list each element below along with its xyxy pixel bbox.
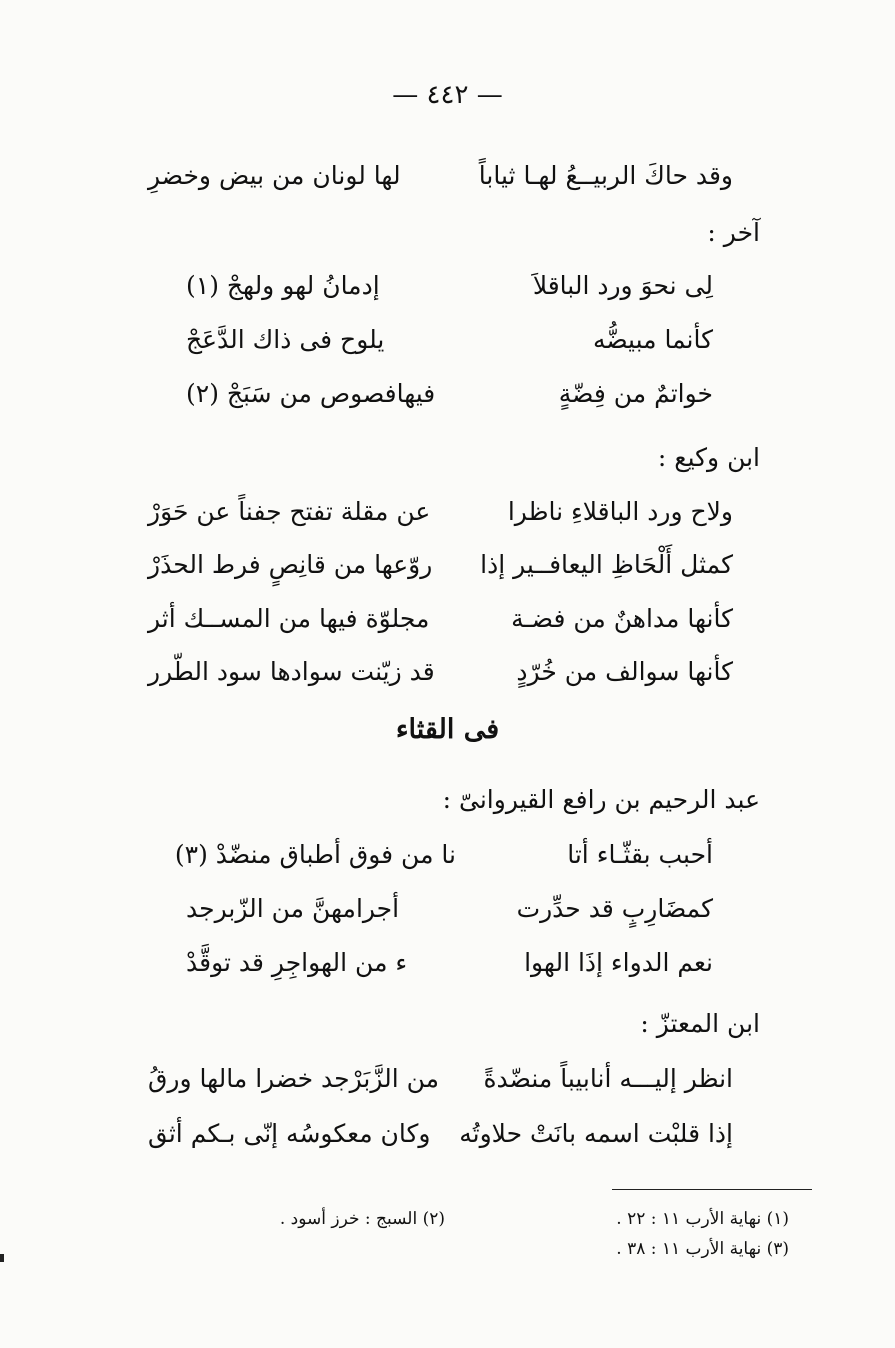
verse-first-hemistich: كأنما مبيضُّه [592, 325, 713, 354]
verse-first-hemistich: إذا قلبْت اسمه بانَتْ حلاوتُه [459, 1119, 733, 1148]
verse-first-hemistich: خواتمٌ من فِضّةٍ [558, 379, 713, 408]
verse-second-hemistich: نا من فوق أطباق منضّدْ (٣) [174, 840, 456, 869]
verse-second-hemistich: أجرامهنَّ من الزّبرجد [186, 894, 400, 923]
footnote-separator [612, 1189, 812, 1190]
verse-second-hemistich: من الزَّبَرْجد خضرا مالها ورقُ [148, 1064, 440, 1093]
verse-first-hemistich: وقد حاكَ الربيــعُ لهـا ثياباً [478, 161, 733, 190]
verse-first-hemistich: كأنها سوالف من خُرّدٍ [516, 657, 733, 686]
verse-first-hemistich: كمضَارِبٍ قد حدِّرت [516, 894, 713, 923]
footnote-3: (٣) نهاية الأرب ١١ : ٣٨ . [616, 1239, 789, 1259]
verse-first-hemistich: كأنها مداهنٌ من فضـة [511, 604, 733, 633]
verse-first-hemistich: أحبب بقثّـاء أتا [567, 840, 713, 869]
verse-second-hemistich: عن مقلة تفتح جفناً عن حَوَرْ [148, 497, 431, 526]
verse-first-hemistich: انظر إليـــه أنابيباً منضّدةً [483, 1064, 733, 1093]
footnote-1: (١) نهاية الأرب ١١ : ٢٢ . [616, 1209, 789, 1229]
verse-second-hemistich: فيهافصوص من سَبَجْ (٢) [186, 379, 436, 408]
margin-mark [0, 1254, 4, 1262]
verse-line [148, 833, 733, 877]
verse-second-hemistich: يلوح فى ذاك الدَّعَجْ [186, 325, 385, 354]
verse-second-hemistich: وكان معكوسُه إنّى بـكم أثق [148, 1119, 431, 1148]
verse-second-hemistich: ء من الهواجِرِ قد توقَّدْ [186, 948, 408, 977]
verse-second-hemistich: مجلوّة فيها من المســك أثر [148, 604, 430, 633]
verse-second-hemistich: قد زيّنت سوادها سود الطّرر [148, 657, 435, 686]
verse-first-hemistich: ولاح ورد الباقلاءِ ناظرا [507, 497, 733, 526]
verse-line [148, 650, 733, 694]
section-heading: فى القثاء [395, 714, 500, 745]
page-number: — ٤٤٢ — [392, 80, 503, 110]
footnote-2: (٢) السبج : خرز أسود . [279, 1209, 445, 1229]
verse-line [148, 1112, 733, 1156]
poet-attribution: عبد الرحيم بن رافع القيروانىّ : [442, 785, 760, 814]
verse-line [148, 318, 733, 362]
verse-first-hemistich: نعم الدواء إذَا الهوا [524, 948, 713, 977]
verse-line [148, 1057, 733, 1101]
poet-attribution: آخر : [707, 218, 760, 247]
poet-attribution: ابن المعتزّ : [640, 1009, 760, 1038]
verse-second-hemistich: لها لونان من بيض وخضرِ [148, 161, 401, 190]
verse-line [148, 372, 733, 416]
verse-line [148, 264, 733, 308]
verse-second-hemistich: إدمانُ لهو ولهجْ (١) [186, 271, 380, 300]
verse-line [148, 597, 733, 641]
verse-first-hemistich: لِى نحوَ ورد الباقلاَ [532, 271, 713, 300]
poet-attribution: ابن وكيع : [657, 443, 760, 472]
verse-first-hemistich: كمثل أَلْحَاظِ اليعافــير إذا [480, 550, 733, 579]
verse-line [148, 941, 733, 985]
verse-line [148, 887, 733, 931]
verse-line [148, 490, 733, 534]
verse-line [148, 543, 733, 587]
verse-second-hemistich: روّعها من قانِصٍ فرط الحذَرْ [148, 550, 433, 579]
verse-line [148, 154, 733, 198]
